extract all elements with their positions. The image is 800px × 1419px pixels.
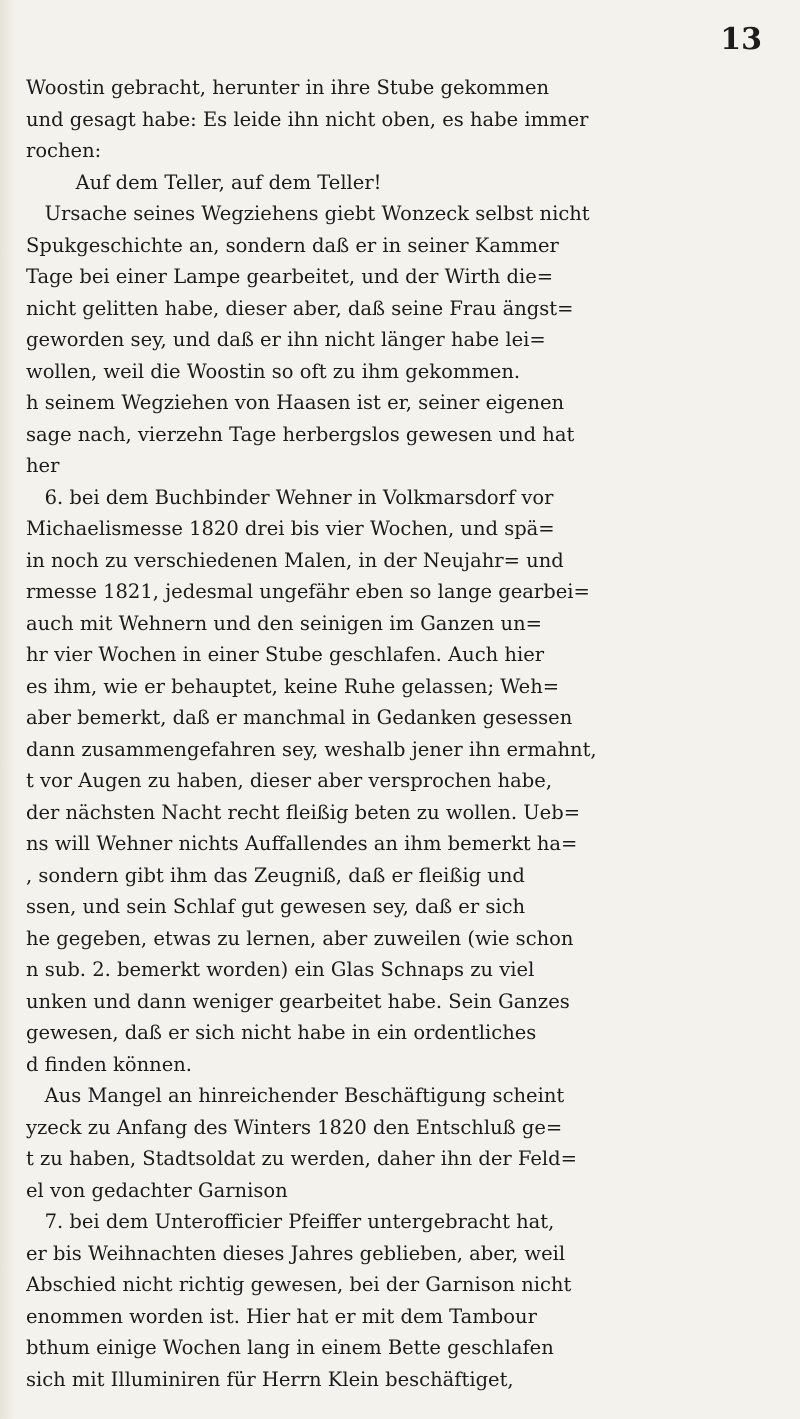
text-line: t zu haben, Stadtsoldat zu werden, daher ihn der Feld= bbox=[26, 1147, 577, 1170]
text-line: Woostin gebracht, herunter in ihre Stube gekommen bbox=[26, 76, 550, 99]
text-line: her bbox=[26, 454, 60, 477]
text-line: t vor Augen zu haben, dieser aber versprochen habe, bbox=[26, 769, 553, 792]
page-number: 13 bbox=[720, 22, 762, 57]
text-line: Michaelismesse 1820 drei bis vier Wochen, und spä= bbox=[26, 517, 555, 540]
text-line: Spukgeschichte an, sondern daß er in seiner Kammer bbox=[26, 233, 559, 257]
text-line: auch mit Wehnern und den seinigen im Ganzen un= bbox=[26, 611, 543, 635]
text-line: gewesen, daß er sich nicht habe in ein ordentliches bbox=[26, 1021, 537, 1044]
text-line: hr vier Wochen in einer Stube geschlafen. Auch hier bbox=[26, 643, 545, 666]
text-line: es ihm, wie er behauptet, keine Ruhe gelassen; Weh= bbox=[26, 674, 560, 698]
text-line: sage nach, vierzehn Tage herbergslos gewesen und hat bbox=[26, 422, 575, 446]
text-line: Tage bei einer Lampe gearbeitet, und der Wirth die= bbox=[26, 265, 554, 288]
text-line: nicht gelitten habe, dieser aber, daß seine Frau ängst= bbox=[26, 296, 574, 320]
text-line: sich mit Illuminiren für Herrn Klein beschäftiget, bbox=[26, 1367, 514, 1391]
text-line: unken und dann weniger gearbeitet habe. Sein Ganzes bbox=[26, 989, 570, 1013]
text-line: d finden können. bbox=[26, 1052, 192, 1076]
text-line: enommen worden ist. Hier hat er mit dem Tambour bbox=[26, 1304, 537, 1328]
text-line: ns will Wehner nichts Auffallendes an ihm bemerkt ha= bbox=[26, 832, 578, 855]
text-line: Aus Mangel an hinreichender Beschäftigung scheint bbox=[26, 1084, 565, 1107]
page-gutter-shadow bbox=[0, 0, 16, 1419]
text-line: 7. bei dem Unterofficier Pfeiffer untergebracht hat, bbox=[26, 1210, 555, 1233]
text-line: ssen, und sein Schlaf gut gewesen sey, daß er sich bbox=[26, 895, 526, 918]
body-text bbox=[26, 72, 766, 1395]
text-line: rmesse 1821, jedesmal ungefähr eben so lange gearbei= bbox=[26, 580, 590, 603]
text-line: geworden sey, und daß er ihn nicht länger habe lei= bbox=[26, 328, 546, 351]
text-line: er bis Weihnachten dieses Jahres geblieben, aber, weil bbox=[26, 1241, 566, 1265]
text-line: el von gedachter Garnison bbox=[26, 1178, 288, 1202]
text-line: he gegeben, etwas zu lernen, aber zuweilen (wie schon bbox=[26, 926, 574, 950]
text-line: h seinem Wegziehen von Haasen ist er, seiner eigenen bbox=[26, 391, 565, 414]
text-line: in noch zu verschiedenen Malen, in der Neujahr= und bbox=[26, 548, 564, 572]
text-line: yzeck zu Anfang des Winters 1820 den Entschluß ge= bbox=[26, 1115, 563, 1139]
text-line: dann zusammengefahren sey, weshalb jener ihn ermahnt, bbox=[26, 737, 597, 761]
text-line: Abschied nicht richtig gewesen, bei der Garnison nicht bbox=[26, 1273, 572, 1296]
text-line: und gesagt habe: Es leide ihn nicht oben, es habe immer bbox=[26, 107, 589, 131]
text-line: aber bemerkt, daß er manchmal in Gedanken gesessen bbox=[26, 706, 573, 729]
text-line: Ursache seines Wegziehens giebt Wonzeck selbst nicht bbox=[26, 202, 590, 225]
text-line: , sondern gibt ihm das Zeugniß, daß er fleißig und bbox=[26, 863, 525, 887]
text-line: n sub. 2. bemerkt worden) ein Glas Schnaps zu viel bbox=[26, 958, 535, 981]
text-line: bthum einige Wochen lang in einem Bette geschlafen bbox=[26, 1336, 554, 1359]
text-line: wollen, weil die Woostin so oft zu ihm gekommen. bbox=[26, 359, 521, 383]
text-line: der nächsten Nacht recht fleißig beten zu wollen. Ueb= bbox=[26, 800, 581, 824]
text-line: Auf dem Teller, auf dem Teller! bbox=[26, 170, 382, 194]
text-line: rochen: bbox=[26, 139, 102, 162]
text-line: 6. bei dem Buchbinder Wehner in Volkmarsdorf vor bbox=[26, 485, 554, 509]
